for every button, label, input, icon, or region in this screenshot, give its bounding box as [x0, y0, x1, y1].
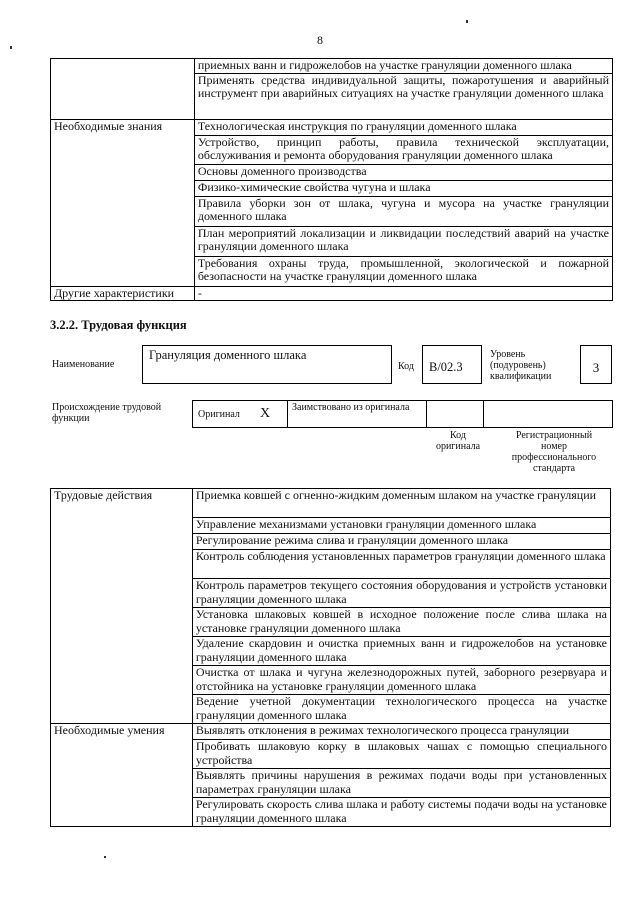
- row-label: [51, 59, 195, 120]
- name-label: Наименование: [52, 359, 115, 370]
- list-item: Основы доменного производства: [194, 164, 612, 180]
- list-item: Физико-химические свойства чугуна и шлака: [194, 180, 612, 196]
- list-item: Пробивать шлаковую корку в шлаковых чашах с помощью специального устройства: [192, 740, 610, 769]
- list-item: Регулирование режима слива и грануляции доменного шлака: [192, 534, 610, 550]
- list-item: Установка шлаковых ковшей в исходное положение после слива шлака на установке грануляции доменного шлака: [192, 608, 610, 637]
- section-title: 3.2.2. Трудовая функция: [50, 318, 187, 332]
- list-item: Управление механизмами установки грануляции доменного шлака: [192, 518, 610, 534]
- function-name-value: Грануляция доменного шлака: [149, 348, 307, 362]
- code-box: [422, 345, 482, 384]
- row-label-other: Другие характеристики: [51, 286, 195, 301]
- list-item: Устройство, принцип работы, правила технической эксплуатации, обслуживания и ремонта оборудования грануляции доменного шлака: [194, 135, 612, 164]
- table-row: [51, 286, 613, 301]
- list-item: Правила уборки зон от шлака, чугуна и мусора на участке грануляции доменного шлака: [194, 196, 612, 226]
- list-item: Ведение учетной документации технологического процесса на участке грануляции доменного шлака: [192, 695, 610, 724]
- table-row: [51, 59, 613, 74]
- bottom-activity-table: [50, 488, 611, 827]
- list-item: Контроль соблюдения установленных параметров грануляции доменного шлака: [192, 550, 610, 579]
- list-item: План мероприятий локализации и ликвидации последствий аварий на участке грануляции доменного шлака: [194, 226, 612, 256]
- row-label-knowledge: Необходимые знания: [51, 119, 195, 286]
- scan-speck: [104, 856, 106, 858]
- table-row: [51, 119, 613, 135]
- function-name-box: [142, 345, 392, 384]
- borrowed-cell: [288, 401, 427, 427]
- level-label: Уровень (подуровень) квалификации: [490, 349, 552, 382]
- row-label-actions: Трудовые действия: [51, 489, 193, 724]
- page-number: 8: [317, 33, 323, 47]
- list-item: Выявлять причины нарушения в режимах подачи воды при установленных параметрах грануляции шлака: [192, 769, 610, 798]
- origin-table: [192, 400, 613, 428]
- borrowed-label: Заимствовано из оригинала: [292, 402, 410, 413]
- original-mark: X: [260, 406, 271, 421]
- origin-code-cell: [427, 401, 484, 427]
- list-item: Выявлять отклонения в режимах технологического процесса грануляции: [192, 724, 610, 740]
- reg-number-caption: Регистрационный номер профессионального стандарта: [511, 430, 597, 474]
- code-value: B/02.3: [429, 360, 463, 374]
- original-cell: [193, 401, 288, 427]
- list-item: Контроль параметров текущего состояния оборудования и устройств установки грануляции доменного шлака: [192, 579, 610, 608]
- origin-code-caption: Код оригинала: [435, 430, 481, 452]
- top-competency-table: [50, 58, 613, 301]
- origin-label: Происхождение трудовой функции: [52, 402, 162, 424]
- list-item: -: [194, 286, 612, 301]
- list-item: Требования охраны труда, промышленной, экологической и пожарной безопасности на участке грануляции доменного шлака: [194, 256, 612, 286]
- list-item: Применять средства индивидуальной защиты, пожаротушения и аварийный инструмент при аварийных ситуациях на участке грануляции доменного шлака: [194, 73, 612, 119]
- list-item: Регулировать скорость слива шлака и работу системы подачи воды на установке грануляции доменного шлака: [192, 798, 610, 827]
- original-label: Оригинал: [198, 409, 240, 420]
- level-value: 3: [592, 360, 600, 375]
- level-box: [580, 345, 612, 384]
- scan-speck: [466, 20, 468, 23]
- table-row: [51, 489, 611, 518]
- table-row: [51, 724, 611, 740]
- list-item: Удаление скардовин и очистка приемных ванн и гидрожелобов на установке грануляции доменного шлака: [192, 637, 610, 666]
- reg-number-cell: [484, 401, 612, 427]
- list-item: Приемка ковшей с огненно-жидким доменным шлаком на участке грануляции: [192, 489, 610, 518]
- list-item: Очистка от шлака и чугуна железнодорожных путей, заборного резервуара и отстойника на установке грануляции доменного шлака: [192, 666, 610, 695]
- list-item: Технологическая инструкция по грануляции доменного шлака: [194, 119, 612, 135]
- list-item: приемных ванн и гидрожелобов на участке грануляции доменного шлака: [194, 59, 612, 74]
- code-label: Код: [398, 361, 414, 372]
- row-label-skills: Необходимые умения: [51, 724, 193, 827]
